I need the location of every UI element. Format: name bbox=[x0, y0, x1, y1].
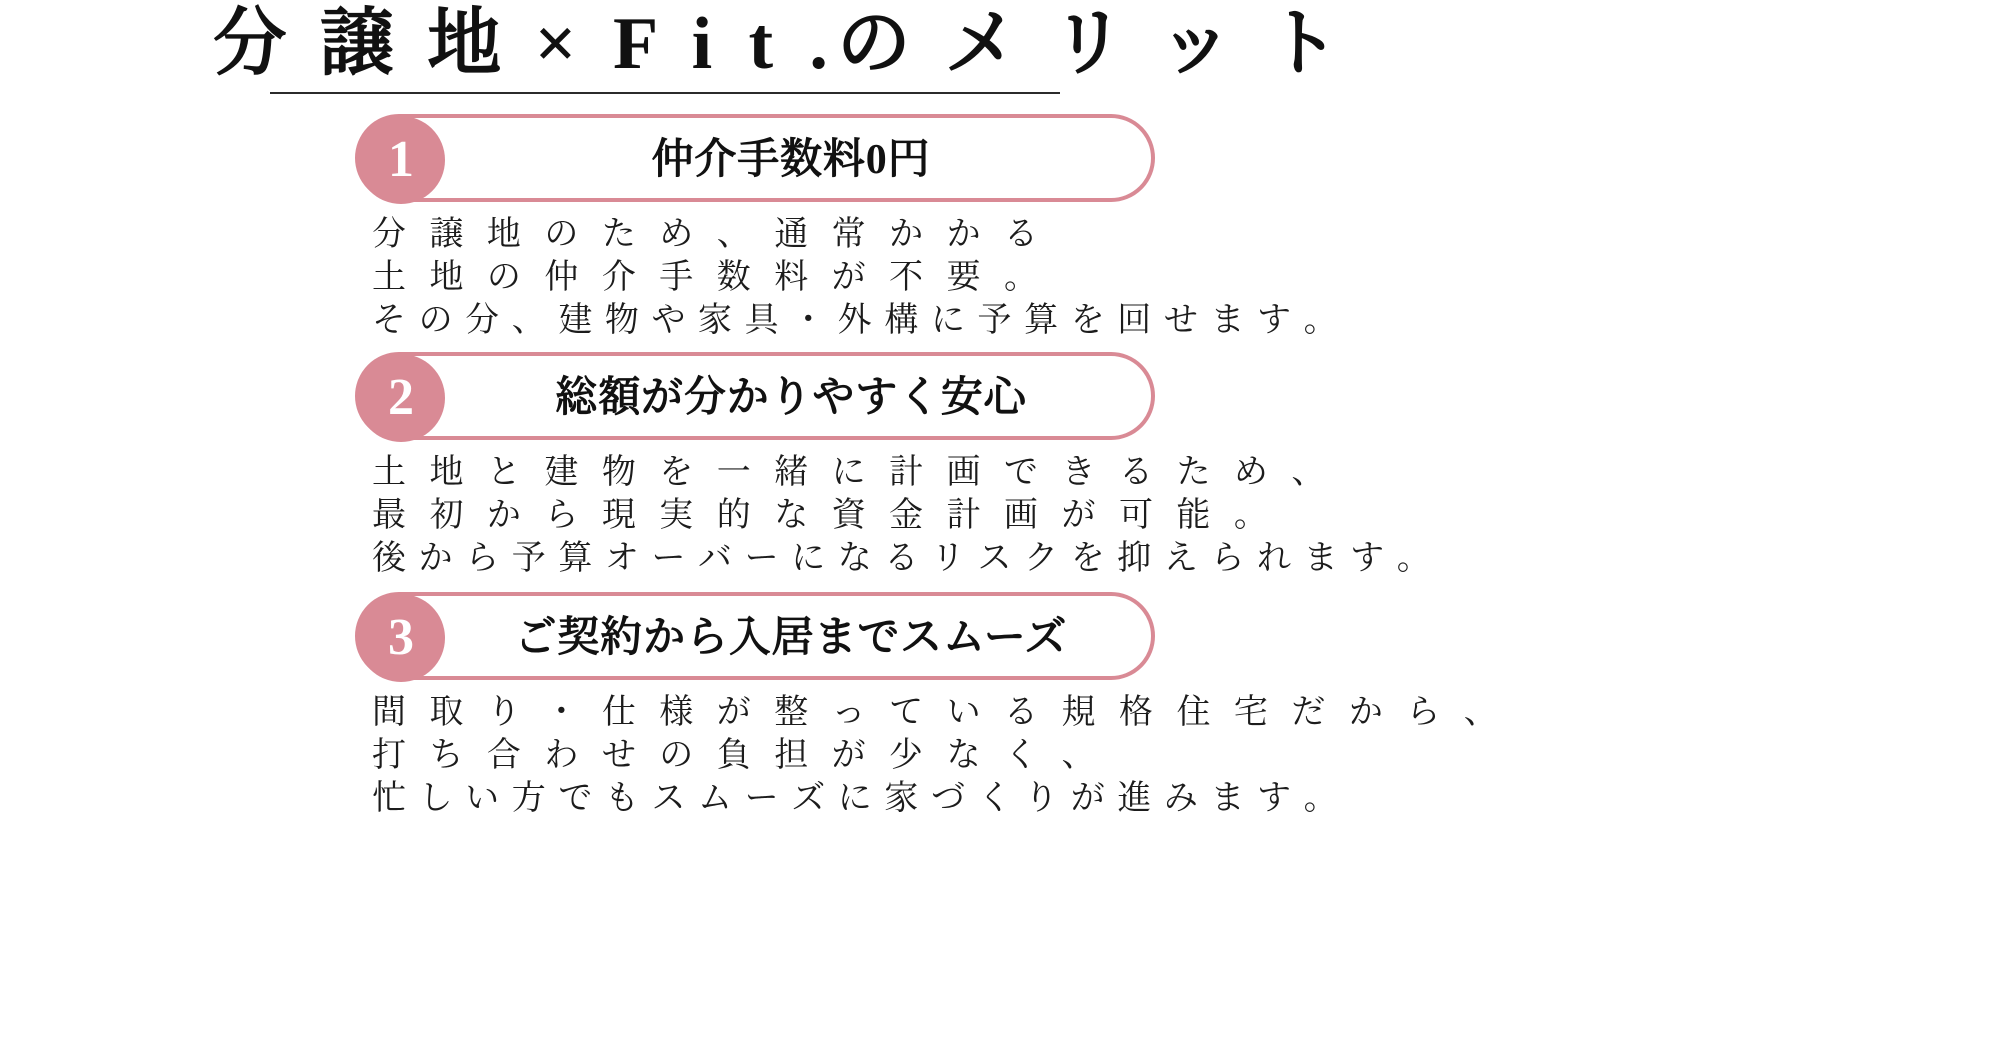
benefit-body-line: 間 取 り ・ 仕 様 が 整 っ て い る 規 格 住 宅 だ か ら 、 bbox=[372, 694, 1506, 731]
benefit-title-2: 総額が分かりやすく安心 bbox=[555, 375, 1027, 421]
benefit-body-line: 分 譲 地 の た め 、 通 常 か か る bbox=[372, 216, 1046, 253]
benefit-body-line: 打 ち 合 わ せ の 負 担 が 少 な く 、 bbox=[372, 736, 1103, 774]
benefit-title-1: 仲介手数料0円 bbox=[651, 137, 931, 183]
benefit-body-line: 最 初 か ら 現 実 的 な 資 金 計 画 が 可 能 。 bbox=[372, 496, 1276, 534]
benefit-title-3: ご契約から入居までスムーズ bbox=[514, 615, 1068, 661]
benefit-pill-3 bbox=[355, 592, 1155, 680]
benefit-body-line: そ の 分 、 建 物 や 家 具 ・ 外 構 に 予 算 を 回 せ ま す 。 bbox=[372, 301, 1340, 339]
benefit-body-line: 土 地 の 仲 介 手 数 料 が 不 要 。 bbox=[372, 258, 1046, 296]
benefit-pill-1 bbox=[355, 114, 1155, 202]
benefit-block-1 bbox=[0, 114, 1560, 342]
benefit-block-2 bbox=[0, 352, 1560, 580]
benefit-block-3 bbox=[0, 592, 1560, 820]
benefit-number-badge-3: 3 bbox=[357, 594, 445, 682]
page-title-jp-prefix: 分 譲 地 bbox=[212, 3, 535, 85]
benefit-pill-2 bbox=[355, 352, 1155, 440]
benefit-body-3 bbox=[0, 692, 1560, 820]
page-title-jp-suffix: の メ リ ッ ト bbox=[836, 3, 1348, 85]
benefit-body-1 bbox=[0, 214, 1560, 342]
benefit-number-badge-2: 2 bbox=[357, 354, 445, 442]
page-title-latin: × F i t . bbox=[534, 3, 837, 85]
benefit-body-2 bbox=[0, 452, 1560, 580]
page-title-text bbox=[212, 3, 1348, 85]
page-title-underline bbox=[270, 92, 1060, 94]
benefit-body-line: 土 地 と 建 物 を 一 緒 に 計 画 で き る た め 、 bbox=[372, 454, 1333, 491]
benefit-body-line: 後 か ら 予 算 オ ー バ ー に な る リ ス ク を 抑 え ら れ ま す 。 bbox=[372, 539, 1433, 577]
benefit-body-line: 忙 し い 方 で も ス ム ー ズ に 家 づ く り が 進 み ま す 。 bbox=[372, 779, 1340, 817]
benefit-number-badge-1: 1 bbox=[357, 116, 445, 204]
page-title bbox=[0, 3, 1560, 85]
